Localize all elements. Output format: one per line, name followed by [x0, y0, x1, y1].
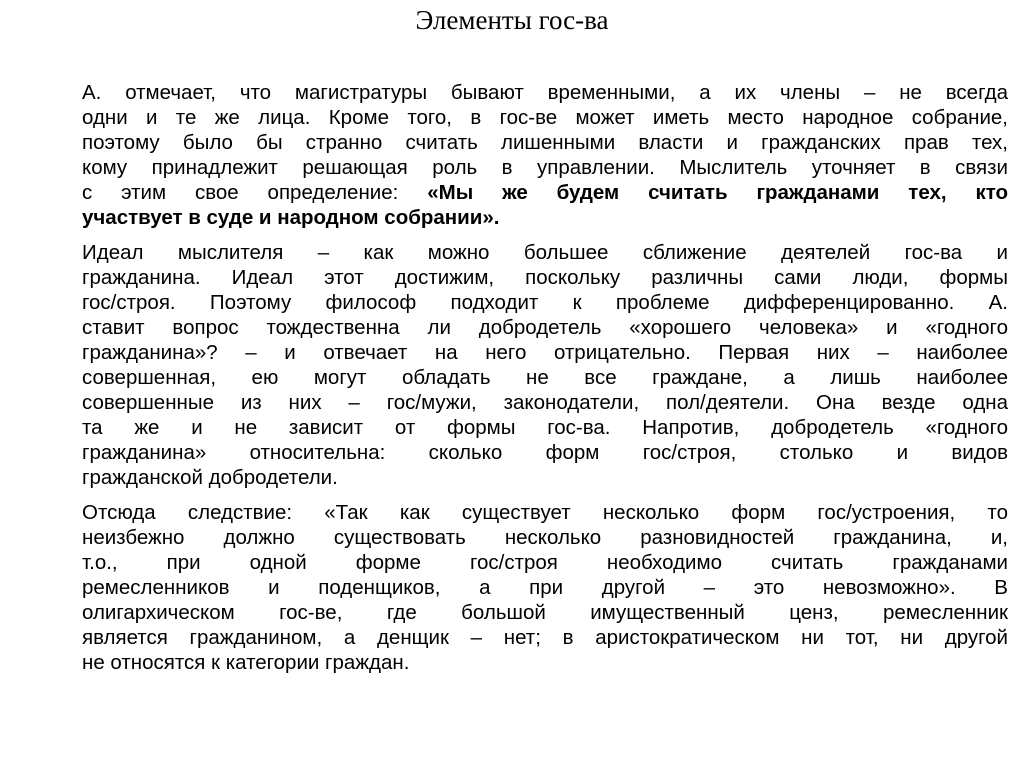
text-line [82, 80, 1008, 105]
bold-quote-text: «Мы же будем считать гражданами тех, кто [427, 181, 1008, 204]
line-text: не относятся к категории граждан. [82, 651, 410, 674]
text-line [82, 265, 1008, 290]
line-text: т.о., при одной форме гос/строя необходимо считать гражданами [82, 551, 1008, 574]
line-text: гражданина»? – и отвечает на него отрицательно. Первая них – наиболее [82, 341, 1008, 364]
text-line [82, 650, 1008, 675]
text-line [82, 205, 1008, 230]
bold-quote-text: участвует в суде и народном собрании». [82, 206, 500, 229]
slide-body [82, 80, 1008, 685]
text-line [82, 415, 1008, 440]
text-line [82, 180, 1008, 205]
text-line [82, 465, 1008, 490]
line-text: гражданской добродетели. [82, 466, 338, 489]
paragraph [82, 500, 1008, 675]
line-text: ремесленников и поденщиков, а при другой – это невозможно». В [82, 576, 1008, 599]
text-line [82, 550, 1008, 575]
line-text: совершенная, ею могут обладать не все граждане, а лишь наиболее [82, 366, 1008, 389]
text-line [82, 240, 1008, 265]
text-line [82, 575, 1008, 600]
paragraph [82, 240, 1008, 490]
text-line [82, 130, 1008, 155]
line-text: ставит вопрос тождественна ли добродетель «хорошего человека» и «годного [82, 316, 1008, 339]
text-line [82, 155, 1008, 180]
line-text: Отсюда следствие: «Так как существует несколько форм гос/устроения, то [82, 501, 1008, 524]
line-text: А. отмечает, что магистратуры бывают временными, а их члены – не всегда [82, 81, 1008, 104]
text-line [82, 365, 1008, 390]
text-line [82, 600, 1008, 625]
text-line [82, 390, 1008, 415]
text-line [82, 290, 1008, 315]
text-line [82, 440, 1008, 465]
line-text: гражданина. Идеал этот достижим, поскольку различны сами люди, формы [82, 266, 1008, 289]
line-text: одни и те же лица. Кроме того, в гос-ве может иметь место народное собрание, [82, 106, 1008, 129]
line-text: поэтому было бы странно считать лишенными власти и гражданских прав тех, [82, 131, 1008, 154]
paragraph [82, 80, 1008, 230]
line-text: гражданина» относительна: сколько форм гос/строя, столько и видов [82, 441, 1008, 464]
text-line [82, 500, 1008, 525]
line-text: совершенные из них – гос/мужи, законодатели, пол/деятели. Она везде одна [82, 391, 1008, 414]
text-line [82, 105, 1008, 130]
line-text: неизбежно должно существовать несколько разновидностей гражданина, и, [82, 526, 1008, 549]
line-text: Идеал мыслителя – как можно большее сближение деятелей гос-ва и [82, 241, 1008, 264]
line-text: кому принадлежит решающая роль в управлении. Мыслитель уточняет в связи [82, 156, 1008, 179]
text-line [82, 625, 1008, 650]
line-text: та же и не зависит от формы гос-ва. Напротив, добродетель «годного [82, 416, 1008, 439]
line-text: является гражданином, а денщик – нет; в аристократическом ни тот, ни другой [82, 626, 1008, 649]
text-line [82, 525, 1008, 550]
slide-title: Элементы гос-ва [415, 5, 609, 35]
line-text: гос/строя. Поэтому философ подходит к проблеме дифференцированно. А. [82, 291, 1008, 314]
line-text: с этим свое определение: [82, 181, 428, 204]
text-line [82, 340, 1008, 365]
text-line [82, 315, 1008, 340]
line-text: олигархическом гос-ве, где большой имущественный ценз, ремесленник [82, 601, 1008, 624]
